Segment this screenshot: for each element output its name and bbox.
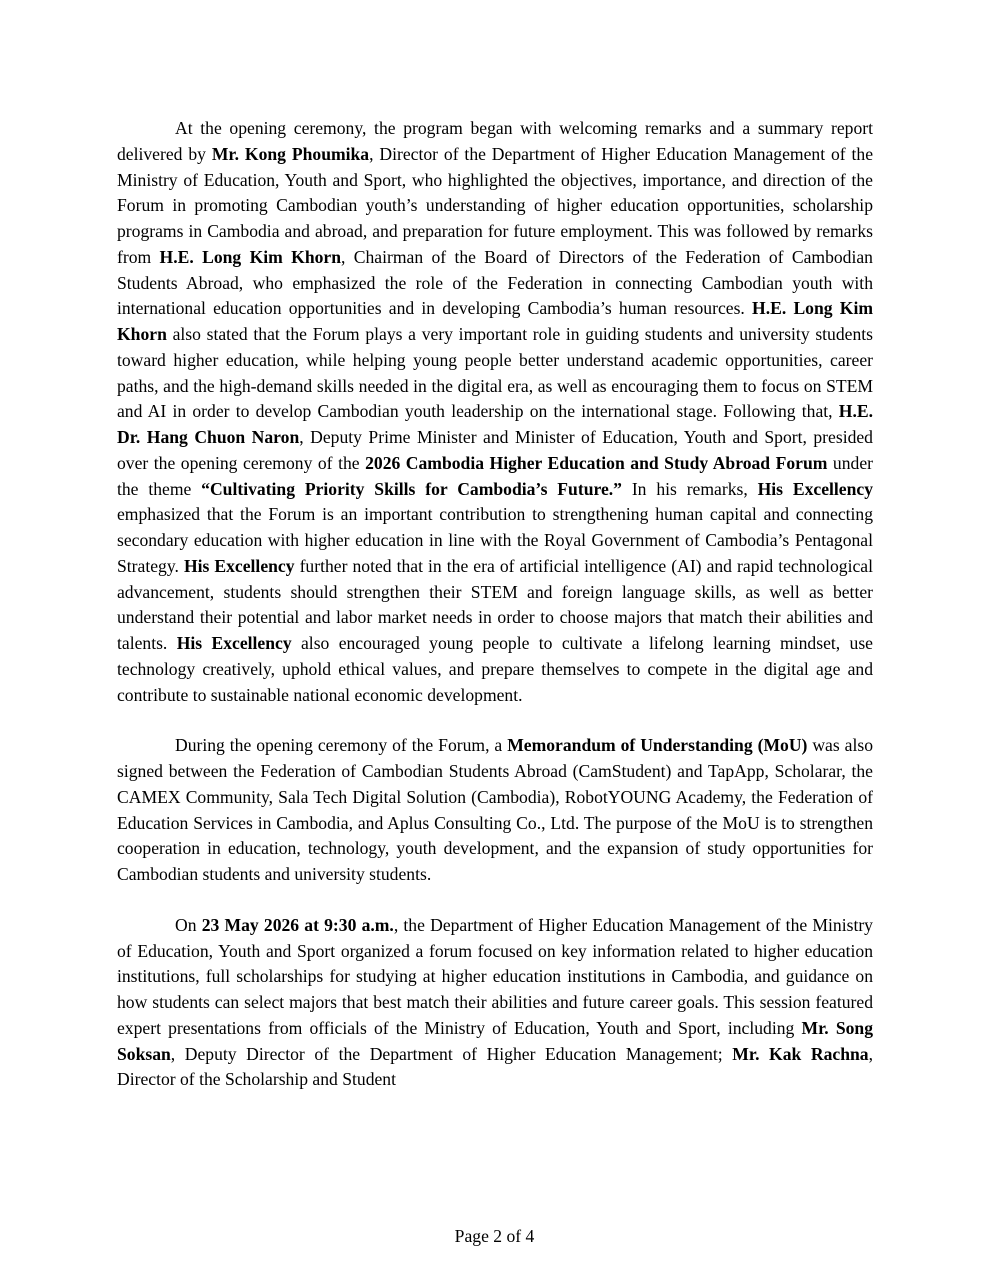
bold-text-run: His Excellency <box>176 633 292 653</box>
text-run: , Chairman of the Board of Directors of the Federation of Cambodian Students Abroad, who emphasized the role of the Federation in connecting Cambodian youth with international education opportunities and in developing Cambodia’s human resources. <box>117 246 873 319</box>
bold-text-run: His Excellency <box>757 478 873 499</box>
text-run: In his remarks, <box>621 478 758 499</box>
text-run: , Director of the Scholarship and Student <box>117 1043 873 1090</box>
bold-text-run: 2026 Cambodia Higher Education and Study Abroad Forum <box>365 452 828 473</box>
bold-text-run: 23 May 2026 at 9:30 a.m. <box>201 914 394 935</box>
bold-text-run: Memorandum of Understanding (MoU) <box>507 735 808 756</box>
text-run: also encouraged young people to cultivate a lifelong learning mindset, use technology creatively, uphold ethical values, and prepare themselves to compete in the digital age and contribute to sustainable national economic development. <box>117 633 873 705</box>
text-run: further noted that in the era of artificial intelligence (AI) and rapid technological advancement, students should strengthen their STEM and foreign language skills, as well as better understand their potential and labor market needs in order to choose majors that match their abilities and talents. <box>117 555 873 653</box>
text-run: , the Department of Higher Education Management of the Ministry of Education, Youth and Sport organized a forum focused on key information related to higher education institutions, full scholarships for studying at higher education institutions in Cambodia, and guidance on how students can select majors that best match their abilities and future career goals. This session featured expert presentations from officials of the Ministry of Education, Youth and Sport, including <box>117 914 873 1038</box>
page-number: Page 2 of 4 <box>454 1226 535 1246</box>
text-run: During the opening ceremony of the Forum, a <box>175 735 508 756</box>
bold-text-run: Mr. Song Soksan <box>117 1017 873 1064</box>
text-run: also stated that the Forum plays a very important role in guiding students and university students toward higher education, while helping young people better understand academic opportunities, career paths, and the high-demand skills needed in the digital era, as well as encouraging them to focus on STEM and AI in order to develop Cambodian youth leadership on the international stage. Following that, <box>117 324 873 422</box>
bold-text-run: H.E. Long Kim Khorn <box>159 246 341 267</box>
bold-text-run: H.E. Dr. Hang Chuon Naron <box>117 401 873 447</box>
bold-text-run: “Cultivating Priority Skills for Cambodia’s Future.” <box>201 478 622 499</box>
bold-text-run: His Excellency <box>183 555 295 576</box>
text-run: On <box>175 914 202 935</box>
text-run: , Deputy Director of the Department of Higher Education Management; <box>170 1043 733 1064</box>
bold-text-run: Mr. Kak Rachna <box>732 1043 869 1064</box>
text-run: emphasized that the Forum is an important contribution to strengthening human capital and connecting secondary education with higher education in line with the Royal Government of Cambodia’s Pentagonal Strategy. <box>117 504 873 576</box>
text-run: , Director of the Department of Higher Education Management of the Ministry of Education, Youth and Sport, who highlighted the objectives, importance, and direction of the Forum in promoting Cambodian youth’s understanding of higher education opportunities, scholarship programs in Cambodia and abroad, and preparation for future employment. This was followed by remarks from <box>117 143 874 267</box>
bold-text-run: H.E. Long Kim Khorn <box>117 298 873 344</box>
bold-text-run: Mr. Kong Phoumika <box>211 143 370 164</box>
text-run: was also signed between the Federation of Cambodian Students Abroad (CamStudent) and TapApp, Scholarar, the CAMEX Community, Sala Tech Digital Solution (Cambodia), RobotYOUNG Academy, the Federation of Education Services in Cambodia, and Aplus Consulting Co., Ltd. The purpose of the MoU is to strengthen cooperation in education, technology, youth development, and the expansion of study opportunities for Cambodian students and university students. <box>117 735 873 884</box>
text-run: , Deputy Prime Minister and Minister of Education, Youth and Sport, presided over the opening ceremony of the <box>117 427 873 473</box>
text-run: under the theme <box>117 452 873 499</box>
document-body <box>117 116 873 1118</box>
paragraph-mou-signing <box>117 733 873 888</box>
paragraph-opening-ceremony <box>117 116 873 708</box>
text-run: At the opening ceremony, the program began with welcoming remarks and a summary report delivered by <box>117 118 873 164</box>
paragraph-forum-session <box>117 913 873 1093</box>
